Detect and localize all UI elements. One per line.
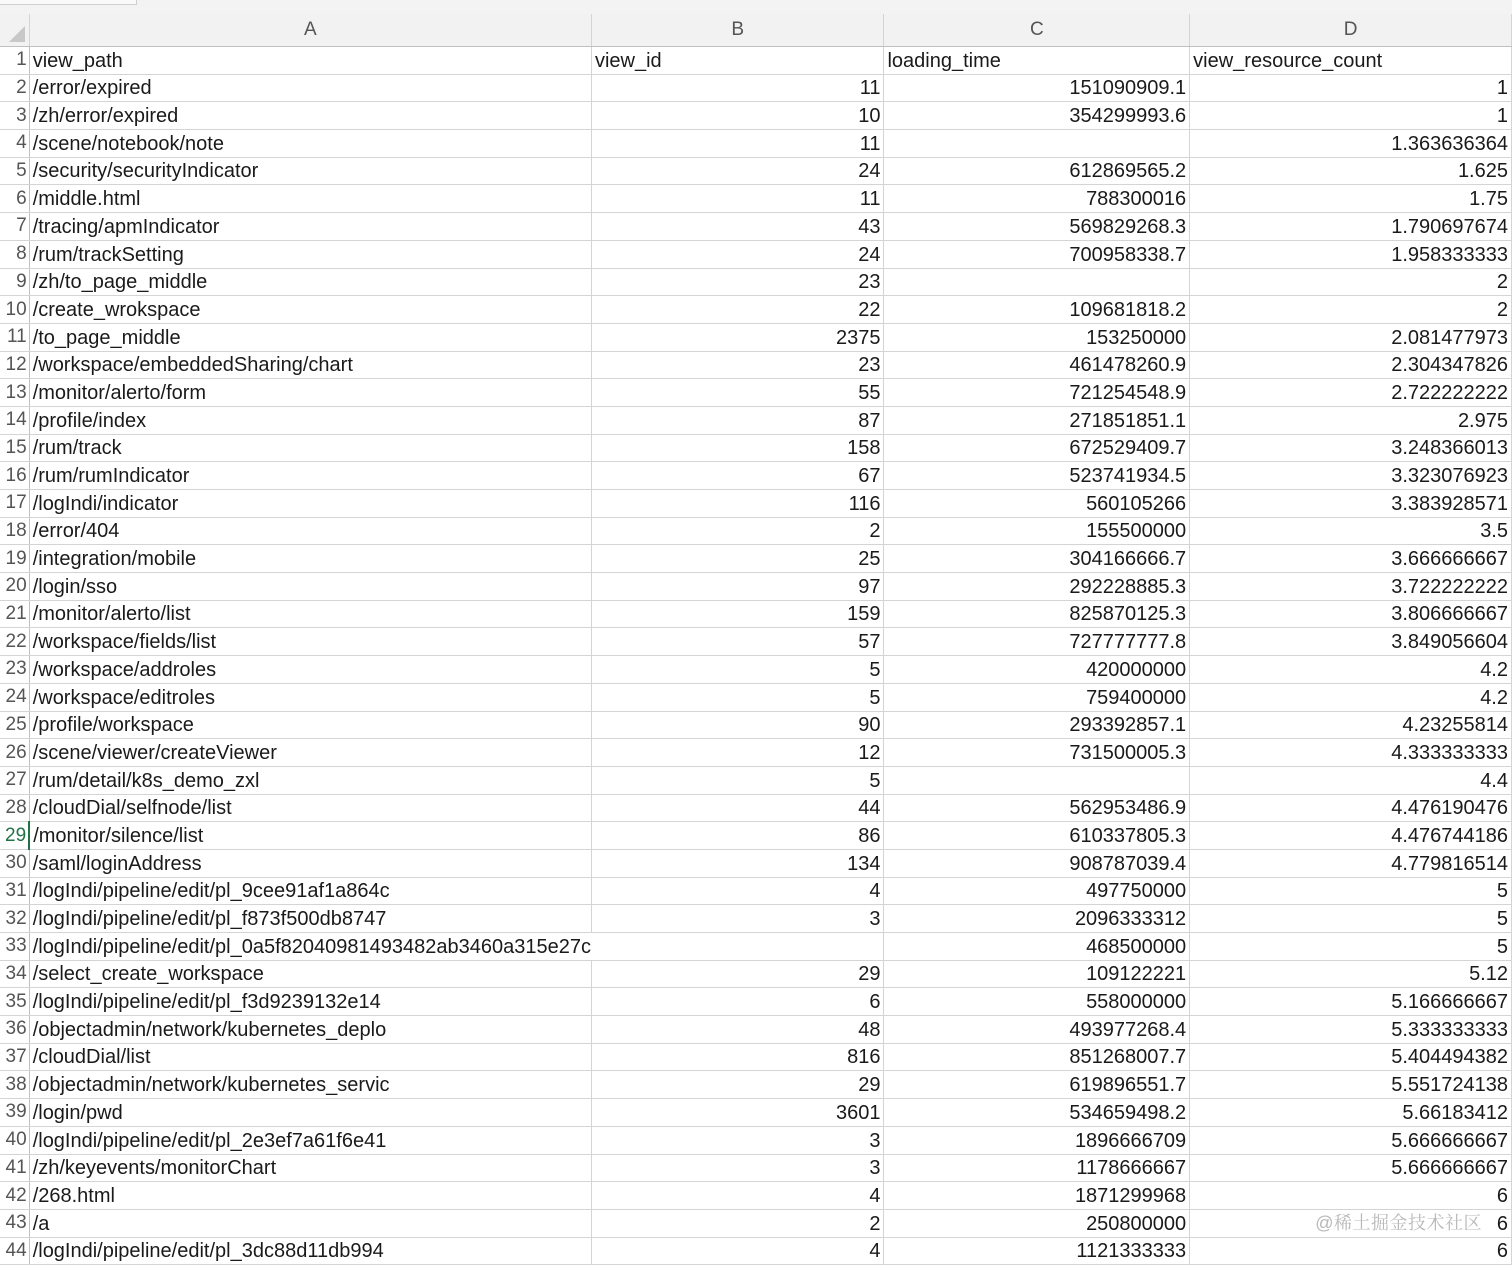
cell-loading-time[interactable] [884, 766, 1190, 794]
cell-view-id[interactable]: 48 [591, 1016, 883, 1044]
cell-view-path[interactable]: /workspace/embeddedSharing/chart [29, 351, 591, 379]
cell-loading-time[interactable]: 2096333312 [884, 905, 1190, 933]
cell-view-resource-count[interactable]: 5.66183412 [1190, 1099, 1512, 1127]
cell-header-loading-time[interactable]: loading_time [884, 47, 1190, 75]
cell-view-path[interactable]: /logIndi/pipeline/edit/pl_9cee91af1a864c [29, 877, 591, 905]
table-row [0, 1016, 1512, 1044]
column-header-a[interactable]: A [29, 14, 591, 47]
cell-view-path[interactable]: /zh/to_page_middle [29, 268, 591, 296]
cell-loading-time[interactable]: 468500000 [884, 933, 1190, 961]
cell-view-id[interactable]: 2 [591, 517, 883, 545]
cell-view-path[interactable]: /security/securityIndicator [29, 157, 591, 185]
cell-loading-time[interactable]: 700958338.7 [884, 240, 1190, 268]
cell-view-resource-count[interactable]: 4.23255814 [1190, 711, 1512, 739]
cell-view-resource-count[interactable]: 4.4 [1190, 766, 1512, 794]
row-header[interactable]: 5 [0, 157, 29, 185]
cell-view-path[interactable]: /select_create_workspace [29, 960, 591, 988]
cell-view-path[interactable]: /268.html [29, 1182, 591, 1210]
cell-loading-time[interactable]: 420000000 [884, 656, 1190, 684]
cell-view-path[interactable]: /profile/workspace [29, 711, 591, 739]
cell-view-id[interactable]: 12 [591, 739, 883, 767]
row-header[interactable]: 28 [0, 794, 29, 822]
select-all-corner[interactable] [0, 14, 29, 47]
cell-loading-time[interactable]: 560105266 [884, 490, 1190, 518]
cell-loading-time[interactable]: 562953486.9 [884, 794, 1190, 822]
row-header[interactable]: 12 [0, 351, 29, 379]
column-header-row [0, 14, 1512, 47]
cell-view-path[interactable]: /tracing/apmIndicator [29, 213, 591, 241]
row-header[interactable]: 37 [0, 1043, 29, 1071]
cell-view-path[interactable]: /to_page_middle [29, 323, 591, 351]
table-row [0, 600, 1512, 628]
cell-view-resource-count[interactable]: 3.666666667 [1190, 545, 1512, 573]
cell-view-path[interactable]: /error/expired [29, 74, 591, 102]
table-row [0, 739, 1512, 767]
cell-view-id[interactable]: 86 [591, 822, 883, 850]
cell-view-path[interactable]: /rum/track [29, 434, 591, 462]
row-header[interactable]: 15 [0, 434, 29, 462]
cell-view-resource-count[interactable]: 3.323076923 [1190, 462, 1512, 490]
table-row [0, 545, 1512, 573]
cell-view-id[interactable]: 43 [591, 213, 883, 241]
cell-view-resource-count[interactable]: 3.383928571 [1190, 490, 1512, 518]
cell-view-resource-count[interactable]: 1 [1190, 102, 1512, 130]
row-header[interactable]: 25 [0, 711, 29, 739]
cell-loading-time[interactable]: 825870125.3 [884, 600, 1190, 628]
cell-loading-time[interactable]: 1178666667 [884, 1154, 1190, 1182]
row-header[interactable]: 41 [0, 1154, 29, 1182]
cell-view-id[interactable]: 44 [591, 794, 883, 822]
cell-view-resource-count[interactable]: 6 [1190, 1209, 1512, 1237]
column-header-d[interactable]: D [1190, 14, 1512, 47]
row-header[interactable]: 30 [0, 849, 29, 877]
cell-view-path[interactable]: /error/404 [29, 517, 591, 545]
table-row [0, 1071, 1512, 1099]
table-row [0, 406, 1512, 434]
cell-view-id[interactable]: 4 [591, 877, 883, 905]
row-header[interactable]: 7 [0, 213, 29, 241]
table-row [0, 1099, 1512, 1127]
table-row [0, 1209, 1512, 1237]
cell-view-path[interactable]: /workspace/editroles [29, 683, 591, 711]
cell-loading-time[interactable]: 619896551.7 [884, 1071, 1190, 1099]
table-row [0, 462, 1512, 490]
row-header[interactable]: 9 [0, 268, 29, 296]
cell-loading-time[interactable]: 759400000 [884, 683, 1190, 711]
cell-loading-time[interactable]: 612869565.2 [884, 157, 1190, 185]
cell-view-id[interactable]: 4 [591, 1182, 883, 1210]
table-row [0, 628, 1512, 656]
cell-view-path[interactable]: /middle.html [29, 185, 591, 213]
cell-loading-time[interactable]: 558000000 [884, 988, 1190, 1016]
cell-view-id[interactable]: 24 [591, 240, 883, 268]
cell-view-resource-count[interactable]: 3.849056604 [1190, 628, 1512, 656]
cell-loading-time[interactable]: 109681818.2 [884, 296, 1190, 324]
cell-view-id[interactable]: 6 [591, 988, 883, 1016]
table-row [0, 296, 1512, 324]
cell-view-id[interactable]: 29 [591, 960, 883, 988]
cell-view-id[interactable]: 90 [591, 711, 883, 739]
cell-view-resource-count[interactable]: 5.666666667 [1190, 1154, 1512, 1182]
cell-view-resource-count[interactable]: 5.551724138 [1190, 1071, 1512, 1099]
table-row [0, 933, 1512, 961]
spreadsheet-grid [0, 14, 1512, 1265]
cell-view-id[interactable]: 116 [591, 490, 883, 518]
cell-view-resource-count[interactable]: 1.363636364 [1190, 130, 1512, 158]
row-header[interactable]: 32 [0, 905, 29, 933]
cell-loading-time[interactable]: 727777777.8 [884, 628, 1190, 656]
name-box[interactable] [0, 0, 137, 5]
cell-view-id[interactable]: 3 [591, 1126, 883, 1154]
row-header[interactable]: 23 [0, 656, 29, 684]
cell-view-resource-count[interactable]: 2 [1190, 296, 1512, 324]
table-row [0, 434, 1512, 462]
cell-loading-time[interactable]: 523741934.5 [884, 462, 1190, 490]
row-header[interactable]: 17 [0, 490, 29, 518]
cell-view-resource-count[interactable]: 6 [1190, 1182, 1512, 1210]
cell-loading-time[interactable]: 293392857.1 [884, 711, 1190, 739]
cell-view-path[interactable]: /profile/index [29, 406, 591, 434]
cell-view-id[interactable]: 4 [591, 1237, 883, 1265]
cell-view-path[interactable]: /rum/trackSetting [29, 240, 591, 268]
row-header[interactable]: 16 [0, 462, 29, 490]
row-header[interactable]: 6 [0, 185, 29, 213]
table-row [0, 766, 1512, 794]
cell-loading-time[interactable]: 461478260.9 [884, 351, 1190, 379]
cell-view-resource-count[interactable]: 6 [1190, 1237, 1512, 1265]
cell-view-id[interactable]: 2375 [591, 323, 883, 351]
cell-loading-time[interactable]: 304166666.7 [884, 545, 1190, 573]
column-header-c[interactable]: C [884, 14, 1190, 47]
cell-view-id[interactable]: 3601 [591, 1099, 883, 1127]
cell-view-path[interactable]: /a [29, 1209, 591, 1237]
cell-loading-time[interactable]: 497750000 [884, 877, 1190, 905]
cell-header-view-id[interactable]: view_id [591, 47, 883, 75]
cell-loading-time[interactable] [884, 130, 1190, 158]
cell-view-path[interactable]: /login/sso [29, 573, 591, 601]
table-row [0, 490, 1512, 518]
cell-view-id[interactable]: 134 [591, 849, 883, 877]
cell-view-path[interactable]: /logIndi/pipeline/edit/pl_0a5f82040981493482ab3460a315e27c [29, 933, 591, 961]
cell-view-path[interactable]: /rum/rumIndicator [29, 462, 591, 490]
row-header[interactable]: 3 [0, 102, 29, 130]
cell-loading-time[interactable]: 1896666709 [884, 1126, 1190, 1154]
cell-loading-time[interactable]: 788300016 [884, 185, 1190, 213]
row-header[interactable]: 21 [0, 600, 29, 628]
cell-view-path[interactable]: /integration/mobile [29, 545, 591, 573]
cell-view-path[interactable]: /create_wrokspace [29, 296, 591, 324]
row-header[interactable]: 18 [0, 517, 29, 545]
cell-view-id[interactable]: 97 [591, 573, 883, 601]
cell-loading-time[interactable]: 908787039.4 [884, 849, 1190, 877]
cell-view-id[interactable]: 5 [591, 766, 883, 794]
cell-view-resource-count[interactable]: 3.5 [1190, 517, 1512, 545]
cell-loading-time[interactable]: 672529409.7 [884, 434, 1190, 462]
cell-view-id[interactable]: 158 [591, 434, 883, 462]
cell-loading-time[interactable]: 271851851.1 [884, 406, 1190, 434]
cell-view-path[interactable]: /objectadmin/network/kubernetes_servic [29, 1071, 591, 1099]
cell-view-path[interactable]: /saml/loginAddress [29, 849, 591, 877]
cell-loading-time[interactable]: 250800000 [884, 1209, 1190, 1237]
table-row [0, 102, 1512, 130]
cell-header-view-path[interactable]: view_path [29, 47, 591, 75]
cell-view-resource-count[interactable]: 4.779816514 [1190, 849, 1512, 877]
table-row [0, 1154, 1512, 1182]
row-header[interactable]: 43 [0, 1209, 29, 1237]
cell-view-resource-count[interactable]: 4.2 [1190, 683, 1512, 711]
cell-view-resource-count[interactable]: 4.333333333 [1190, 739, 1512, 767]
table-row [0, 517, 1512, 545]
cell-loading-time[interactable]: 155500000 [884, 517, 1190, 545]
cell-loading-time[interactable]: 721254548.9 [884, 379, 1190, 407]
cell-view-resource-count[interactable]: 2.081477973 [1190, 323, 1512, 351]
row-header[interactable]: 22 [0, 628, 29, 656]
row-header[interactable]: 33 [0, 933, 29, 961]
table-row [0, 74, 1512, 102]
cell-view-resource-count[interactable]: 1.790697674 [1190, 213, 1512, 241]
cell-view-id[interactable]: 816 [591, 1043, 883, 1071]
row-header[interactable]: 34 [0, 960, 29, 988]
table-row [0, 157, 1512, 185]
cell-view-resource-count[interactable]: 4.2 [1190, 656, 1512, 684]
row-header[interactable]: 10 [0, 296, 29, 324]
table-row [0, 1182, 1512, 1210]
table-row [0, 877, 1512, 905]
cell-loading-time[interactable]: 153250000 [884, 323, 1190, 351]
table-row [0, 1237, 1512, 1265]
row-header[interactable]: 29 [0, 822, 29, 850]
row-header[interactable]: 11 [0, 323, 29, 351]
cell-view-resource-count[interactable]: 2.304347826 [1190, 351, 1512, 379]
cell-view-resource-count[interactable]: 2.975 [1190, 406, 1512, 434]
row-header[interactable]: 26 [0, 739, 29, 767]
cell-view-resource-count[interactable]: 5.333333333 [1190, 1016, 1512, 1044]
row-header[interactable]: 36 [0, 1016, 29, 1044]
cell-view-resource-count[interactable]: 5.404494382 [1190, 1043, 1512, 1071]
row-header[interactable]: 19 [0, 545, 29, 573]
cell-view-path[interactable]: /logIndi/pipeline/edit/pl_3dc88d11db994 [29, 1237, 591, 1265]
table-row [0, 351, 1512, 379]
cell-view-id[interactable]: 25 [591, 545, 883, 573]
cell-view-resource-count[interactable]: 5.12 [1190, 960, 1512, 988]
cell-view-id[interactable]: 22 [591, 296, 883, 324]
watermark: @稀土掘金技术社区 [1315, 1213, 1482, 1233]
table-row [0, 905, 1512, 933]
cell-loading-time[interactable]: 354299993.6 [884, 102, 1190, 130]
cell-view-resource-count[interactable]: 1 [1190, 74, 1512, 102]
cell-loading-time[interactable]: 731500005.3 [884, 739, 1190, 767]
cell-view-path[interactable]: /workspace/addroles [29, 656, 591, 684]
row-header[interactable]: 20 [0, 573, 29, 601]
table-row [0, 988, 1512, 1016]
cell-view-id[interactable]: 5 [591, 683, 883, 711]
cell-view-resource-count[interactable]: 3.806666667 [1190, 600, 1512, 628]
table-row [0, 683, 1512, 711]
row-header[interactable]: 4 [0, 130, 29, 158]
row-header[interactable]: 27 [0, 766, 29, 794]
table-row [0, 849, 1512, 877]
cell-view-resource-count[interactable]: 5 [1190, 877, 1512, 905]
cell-view-path[interactable]: /scene/viewer/createViewer [29, 739, 591, 767]
row-header[interactable]: 1 [0, 47, 29, 75]
table-row [0, 130, 1512, 158]
row-header[interactable]: 35 [0, 988, 29, 1016]
row-header[interactable]: 8 [0, 240, 29, 268]
cell-view-id[interactable]: 29 [591, 1071, 883, 1099]
table-row [0, 323, 1512, 351]
table-row [0, 794, 1512, 822]
cell-view-resource-count[interactable]: 5.666666667 [1190, 1126, 1512, 1154]
cell-view-id[interactable]: 87 [591, 406, 883, 434]
row-header[interactable]: 2 [0, 74, 29, 102]
cell-loading-time[interactable] [884, 268, 1190, 296]
cell-view-path[interactable]: /logIndi/pipeline/edit/pl_2e3ef7a61f6e41 [29, 1126, 591, 1154]
cell-header-view-resource-count[interactable]: view_resource_count [1190, 47, 1512, 75]
table-row [0, 711, 1512, 739]
cell-view-path[interactable]: /zh/keyevents/monitorChart [29, 1154, 591, 1182]
cell-view-id[interactable] [591, 933, 883, 961]
cell-loading-time[interactable]: 569829268.3 [884, 213, 1190, 241]
cell-view-resource-count[interactable]: 4.476190476 [1190, 794, 1512, 822]
cell-view-resource-count[interactable]: 4.476744186 [1190, 822, 1512, 850]
cell-view-id[interactable]: 67 [591, 462, 883, 490]
table-row [0, 1126, 1512, 1154]
table-row [0, 656, 1512, 684]
row-header[interactable]: 14 [0, 406, 29, 434]
cell-view-resource-count[interactable]: 1.75 [1190, 185, 1512, 213]
cell-view-path[interactable]: /logIndi/pipeline/edit/pl_f3d9239132e14 [29, 988, 591, 1016]
cell-view-path[interactable]: /monitor/silence/list [29, 822, 591, 850]
cell-view-id[interactable]: 5 [591, 656, 883, 684]
cell-view-resource-count[interactable]: 3.722222222 [1190, 573, 1512, 601]
cell-loading-time[interactable]: 493977268.4 [884, 1016, 1190, 1044]
table-row [0, 1043, 1512, 1071]
table-row [0, 213, 1512, 241]
cell-view-resource-count[interactable]: 2.722222222 [1190, 379, 1512, 407]
cell-loading-time[interactable]: 1121333333 [884, 1237, 1190, 1265]
cell-view-resource-count[interactable]: 2 [1190, 268, 1512, 296]
row-header[interactable]: 39 [0, 1099, 29, 1127]
cell-view-path[interactable]: /logIndi/indicator [29, 490, 591, 518]
cell-view-resource-count[interactable]: 1.625 [1190, 157, 1512, 185]
row-header[interactable]: 38 [0, 1071, 29, 1099]
table-row [0, 240, 1512, 268]
cell-view-id[interactable]: 3 [591, 905, 883, 933]
table-row [0, 268, 1512, 296]
cell-view-id[interactable]: 24 [591, 157, 883, 185]
column-header-b[interactable]: B [591, 14, 883, 47]
cell-view-path[interactable]: /login/pwd [29, 1099, 591, 1127]
row-header[interactable]: 31 [0, 877, 29, 905]
cell-view-resource-count[interactable]: 1.958333333 [1190, 240, 1512, 268]
cell-view-id[interactable]: 11 [591, 74, 883, 102]
cell-view-id[interactable]: 57 [591, 628, 883, 656]
row-header[interactable]: 13 [0, 379, 29, 407]
cell-view-id[interactable]: 23 [591, 268, 883, 296]
cell-loading-time[interactable]: 534659498.2 [884, 1099, 1190, 1127]
cell-view-id[interactable]: 2 [591, 1209, 883, 1237]
cell-view-id[interactable]: 159 [591, 600, 883, 628]
cell-view-id[interactable]: 11 [591, 130, 883, 158]
cell-loading-time[interactable]: 851268007.7 [884, 1043, 1190, 1071]
row-header[interactable]: 44 [0, 1237, 29, 1265]
header-data-row [0, 47, 1512, 75]
cell-view-id[interactable]: 23 [591, 351, 883, 379]
cell-view-path[interactable]: /logIndi/pipeline/edit/pl_f873f500db8747 [29, 905, 591, 933]
cell-view-resource-count[interactable]: 3.248366013 [1190, 434, 1512, 462]
toolbar-strip [0, 0, 1512, 15]
cell-view-path[interactable]: /monitor/alerto/list [29, 600, 591, 628]
cell-view-resource-count[interactable]: 5 [1190, 933, 1512, 961]
cell-loading-time[interactable]: 610337805.3 [884, 822, 1190, 850]
cell-view-path[interactable]: /cloudDial/selfnode/list [29, 794, 591, 822]
cell-view-path[interactable]: /workspace/fields/list [29, 628, 591, 656]
table-row [0, 185, 1512, 213]
cell-view-path[interactable]: /zh/error/expired [29, 102, 591, 130]
table-row [0, 960, 1512, 988]
table-row [0, 573, 1512, 601]
cell-loading-time[interactable]: 292228885.3 [884, 573, 1190, 601]
cell-view-id[interactable]: 10 [591, 102, 883, 130]
cell-view-path[interactable]: /rum/detail/k8s_demo_zxl [29, 766, 591, 794]
cell-view-id[interactable]: 55 [591, 379, 883, 407]
cell-view-path[interactable]: /scene/notebook/note [29, 130, 591, 158]
cell-view-path[interactable]: /cloudDial/list [29, 1043, 591, 1071]
cell-loading-time[interactable]: 1871299968 [884, 1182, 1190, 1210]
cell-view-id[interactable]: 11 [591, 185, 883, 213]
cell-view-id[interactable]: 3 [591, 1154, 883, 1182]
cell-view-path[interactable]: /objectadmin/network/kubernetes_deplo [29, 1016, 591, 1044]
cell-view-resource-count[interactable]: 5.166666667 [1190, 988, 1512, 1016]
cell-loading-time[interactable]: 109122221 [884, 960, 1190, 988]
table-row [0, 822, 1512, 850]
row-header[interactable]: 42 [0, 1182, 29, 1210]
cell-view-path[interactable]: /monitor/alerto/form [29, 379, 591, 407]
row-header[interactable]: 40 [0, 1126, 29, 1154]
cell-loading-time[interactable]: 151090909.1 [884, 74, 1190, 102]
cell-view-resource-count[interactable]: 5 [1190, 905, 1512, 933]
row-header[interactable]: 24 [0, 683, 29, 711]
table-row [0, 379, 1512, 407]
